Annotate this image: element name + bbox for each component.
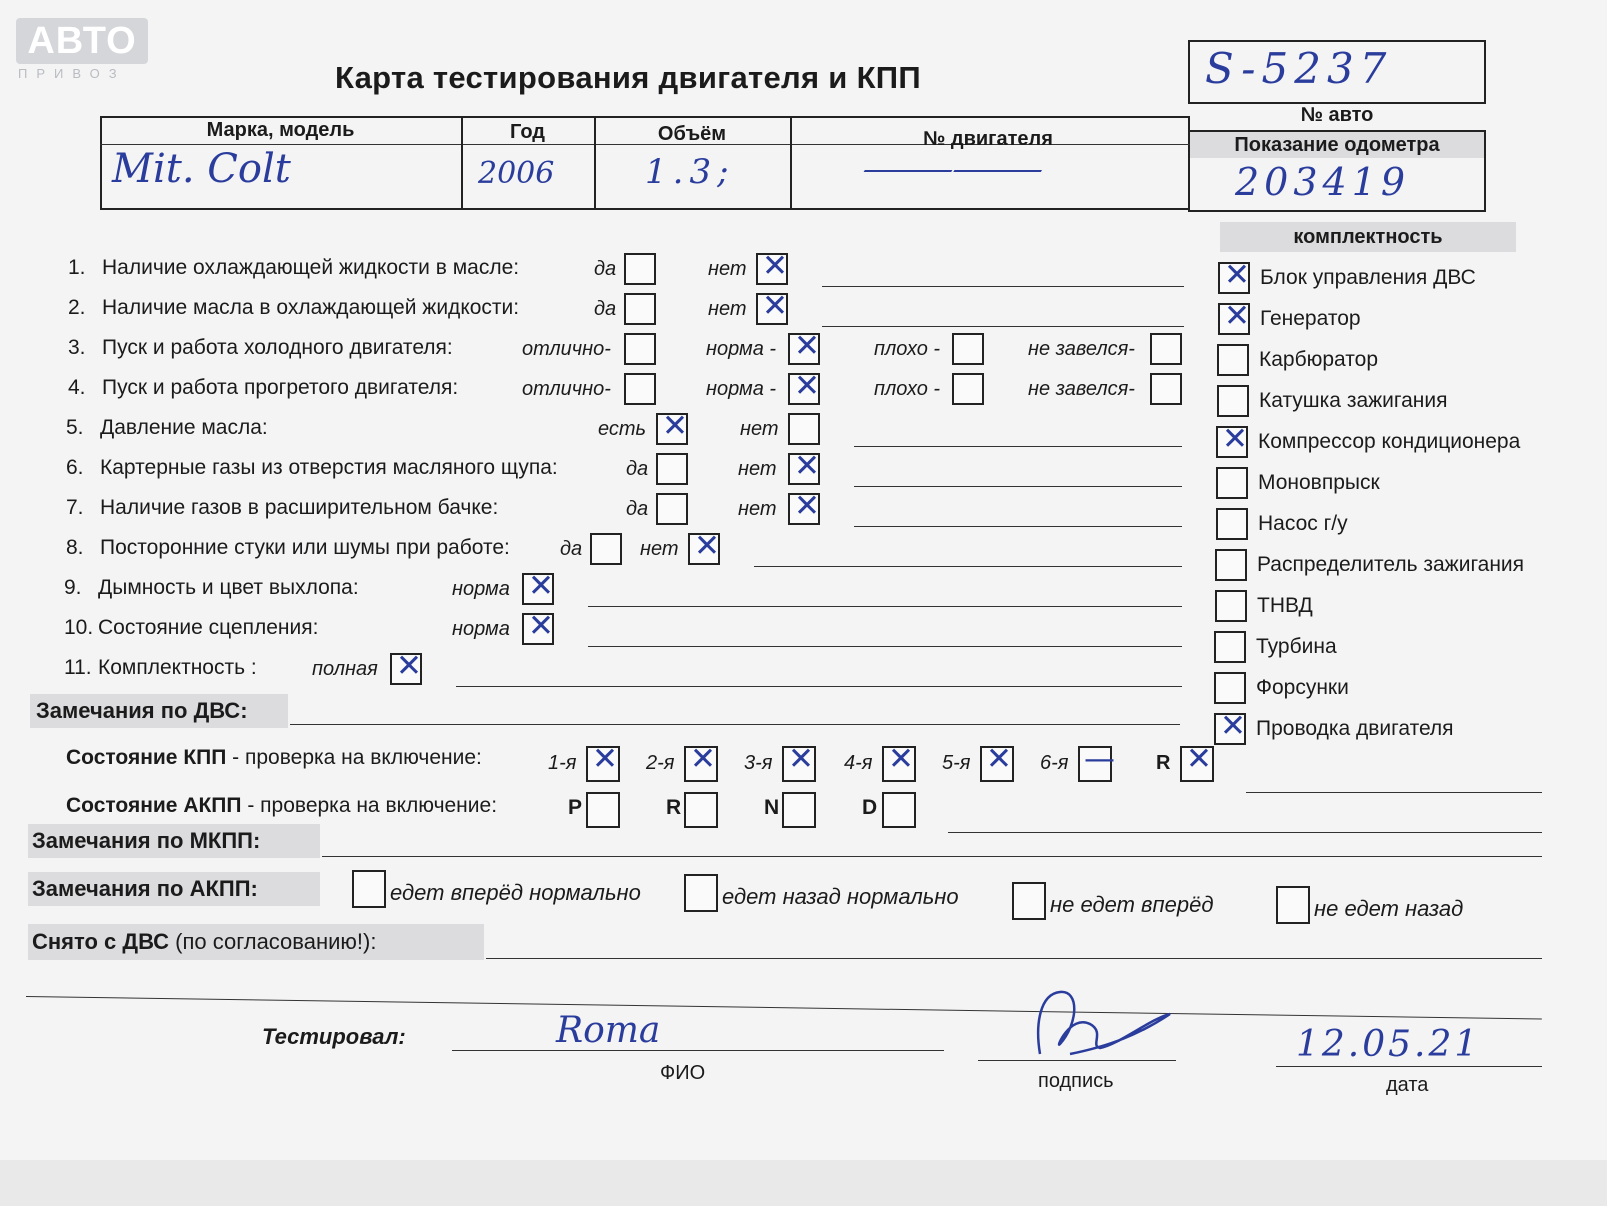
- volume-value: 1.3;: [645, 152, 735, 192]
- test-number: 7.: [66, 496, 84, 519]
- test-remark-line[interactable]: [456, 686, 1182, 687]
- test-remark-line[interactable]: [854, 526, 1182, 527]
- test-number: 8.: [66, 536, 84, 559]
- test-option-label: норма: [452, 578, 510, 600]
- test-remark-line[interactable]: [754, 566, 1182, 567]
- engine-remarks-label: Замечания по ДВС:: [30, 694, 288, 728]
- check-x-icon: ✕: [788, 741, 814, 777]
- test-number: 10.: [64, 616, 94, 639]
- test-number: 6.: [66, 456, 84, 479]
- test-option-checkbox[interactable]: [624, 333, 656, 365]
- akpp-position-label: N: [764, 796, 780, 819]
- brand-logo-subtitle: ПРИВОЗ: [18, 66, 126, 81]
- kit-item-checkbox[interactable]: [1217, 385, 1249, 417]
- check-x-icon: ✕: [888, 741, 914, 777]
- test-remark-line[interactable]: [588, 606, 1182, 607]
- akpp-remark-label: не едет вперёд: [1050, 892, 1214, 917]
- check-x-icon: ✕: [762, 288, 788, 324]
- test-label: Пуск и работа прогретого двигателя:: [102, 376, 459, 399]
- test-option-label: да: [560, 538, 583, 560]
- test-option-checkbox[interactable]: [656, 493, 688, 525]
- kit-item-checkbox[interactable]: [1215, 590, 1247, 622]
- test-option-checkbox[interactable]: [756, 248, 788, 285]
- akpp-remark-label: не едет назад: [1314, 896, 1464, 921]
- test-option-label: норма -: [706, 338, 777, 360]
- mkpp-remarks-line[interactable]: [322, 856, 1542, 857]
- test-option-checkbox[interactable]: [624, 373, 656, 405]
- check-x-icon: ✕: [794, 368, 820, 404]
- test-label: Комплектность :: [98, 656, 257, 679]
- test-remark-line[interactable]: [854, 446, 1182, 447]
- kpp-gear-checkbox[interactable]: [1180, 741, 1214, 782]
- tester-name-value: Roma: [556, 1010, 661, 1051]
- kit-item-label: Турбина: [1256, 635, 1337, 658]
- check-x-icon: ✕: [662, 408, 688, 444]
- kpp-gear-checkbox[interactable]: [586, 741, 620, 782]
- check-x-icon: ✕: [694, 528, 720, 564]
- kpp-gear-label: 6-я: [1040, 752, 1069, 774]
- kpp-gear-label: R: [1156, 752, 1171, 774]
- check-x-icon: ✕: [1220, 708, 1246, 744]
- kit-item-label: Распределитель зажигания: [1257, 553, 1525, 576]
- test-option-label: отлично-: [522, 338, 611, 360]
- test-option-checkbox[interactable]: [788, 488, 820, 525]
- odometer-label: Показание одометра: [1190, 132, 1484, 158]
- date-caption: дата: [1386, 1074, 1429, 1096]
- test-label: Наличие охлаждающей жидкости в масле:: [102, 256, 520, 279]
- akpp-remark-label: едет назад нормально: [722, 884, 959, 909]
- akpp-remark-checkbox[interactable]: [684, 874, 718, 912]
- test-option-checkbox[interactable]: [624, 253, 656, 285]
- signature-caption: подпись: [1038, 1070, 1114, 1092]
- test-option-label: да: [626, 458, 649, 480]
- kit-item-checkbox[interactable]: [1218, 257, 1250, 294]
- test-option-label: нет: [640, 538, 679, 560]
- page-title: Карта тестирования двигателя и КПП: [335, 60, 921, 95]
- check-x-icon: ✕: [762, 248, 788, 284]
- test-option-checkbox[interactable]: [952, 333, 984, 365]
- test-option-checkbox[interactable]: [1150, 373, 1182, 405]
- engine-remarks-line[interactable]: [290, 724, 1180, 725]
- check-x-icon: ✕: [794, 448, 820, 484]
- test-option-checkbox[interactable]: [688, 528, 720, 565]
- akpp-position-checkbox[interactable]: [782, 792, 816, 828]
- akpp-remarks-label: Замечания по АКПП:: [28, 872, 320, 906]
- test-option-label: нет: [708, 298, 747, 320]
- akpp-position-label: D: [862, 796, 878, 819]
- kpp-gear-label: 1-я: [548, 752, 577, 774]
- car-number-label: № авто: [1300, 104, 1374, 126]
- test-number: 4.: [68, 376, 86, 399]
- test-option-label: да: [594, 258, 617, 280]
- test-label: Картерные газы из отверстия масляного щупа:: [100, 456, 558, 479]
- test-number: 3.: [68, 336, 86, 359]
- test-label: Состояние сцепления:: [98, 616, 319, 639]
- test-number: 1.: [68, 256, 86, 279]
- name-caption: ФИО: [660, 1062, 706, 1084]
- year-label: Год: [510, 121, 545, 143]
- kpp-gear-label: 2-я: [646, 752, 675, 774]
- akpp-position-checkbox[interactable]: [586, 792, 620, 828]
- mkpp-remarks-label: Замечания по МКПП:: [28, 824, 320, 858]
- kpp-gear-label: 5-я: [942, 752, 971, 774]
- kit-title: комплектность: [1220, 222, 1516, 252]
- kpp-remarks-line[interactable]: [1246, 792, 1542, 793]
- tested-by-label: Тестировал:: [262, 1024, 406, 1049]
- test-option-label: не завелся-: [1028, 378, 1135, 400]
- check-x-icon: ✕: [794, 328, 820, 364]
- date-line[interactable]: [1276, 1066, 1542, 1067]
- test-label: Давление масла:: [100, 416, 268, 439]
- test-option-label: не завелся-: [1028, 338, 1135, 360]
- removed-parts-line[interactable]: [486, 958, 1542, 959]
- akpp-remark-checkbox[interactable]: [1012, 882, 1046, 920]
- test-label: Пуск и работа холодного двигателя:: [102, 336, 453, 359]
- test-option-checkbox[interactable]: [1150, 333, 1182, 365]
- signature-line[interactable]: [978, 1060, 1176, 1061]
- test-option-label: отлично-: [522, 378, 611, 400]
- kit-item-checkbox[interactable]: [1214, 672, 1246, 704]
- kpp-gear-checkbox[interactable]: [782, 741, 816, 782]
- test-option-checkbox[interactable]: [788, 368, 820, 405]
- kit-item-checkbox[interactable]: [1214, 631, 1246, 663]
- test-label: Наличие масла в охлаждающей жидкости:: [102, 296, 520, 319]
- kit-item-label: Генератор: [1260, 307, 1361, 330]
- engine-number-value: ——: [860, 152, 1040, 187]
- test-option-checkbox[interactable]: [522, 568, 554, 605]
- test-remark-line[interactable]: [854, 486, 1182, 487]
- brand-logo: АВТО: [16, 18, 148, 64]
- test-option-checkbox[interactable]: [390, 648, 422, 685]
- test-option-checkbox[interactable]: [788, 413, 820, 445]
- test-option-label: нет: [708, 258, 747, 280]
- test-number: 11.: [64, 656, 92, 679]
- test-label: Дымность и цвет выхлопа:: [98, 576, 359, 599]
- akpp-position-label: P: [568, 796, 583, 819]
- test-option-label: да: [626, 498, 649, 520]
- test-number: 9.: [64, 576, 82, 599]
- removed-parts-label: Снято с ДВС (по согласованию!):: [28, 924, 484, 960]
- test-remark-line[interactable]: [588, 646, 1182, 647]
- akpp-position-checkbox[interactable]: [684, 792, 718, 828]
- check-x-icon: ✕: [1186, 741, 1212, 777]
- tester-name-line[interactable]: [452, 1050, 944, 1051]
- kit-item-checkbox[interactable]: [1216, 421, 1248, 458]
- check-x-icon: ✕: [794, 488, 820, 524]
- kit-item-checkbox[interactable]: [1214, 708, 1246, 745]
- akpp-remark-label: едет вперёд нормально: [390, 880, 641, 905]
- test-option-checkbox[interactable]: [788, 448, 820, 485]
- test-option-checkbox[interactable]: [788, 328, 820, 365]
- kit-item-label: Проводка двигателя: [1256, 717, 1454, 740]
- test-option-checkbox[interactable]: [522, 608, 554, 645]
- test-number: 5.: [66, 416, 84, 439]
- test-option-label: нет: [738, 498, 777, 520]
- odometer-value: 203419: [1235, 160, 1411, 204]
- test-option-checkbox[interactable]: [952, 373, 984, 405]
- test-option-label: плохо -: [874, 338, 941, 360]
- brand-model-label: Марка, модель: [206, 119, 355, 141]
- test-option-checkbox[interactable]: [624, 293, 656, 325]
- akpp-position-checkbox[interactable]: [882, 792, 916, 828]
- test-option-label: есть: [598, 418, 647, 440]
- test-label: Наличие газов в расширительном бачке:: [100, 496, 499, 519]
- date-value: 12.05.21: [1296, 1024, 1481, 1065]
- check-x-icon: ✕: [1224, 298, 1250, 334]
- kpp-gear-checkbox[interactable]: [1078, 741, 1115, 782]
- check-x-icon: ✕: [396, 648, 422, 684]
- kit-item-label: Насос г/у: [1258, 512, 1348, 535]
- akpp-position-label: R: [666, 796, 682, 819]
- test-option-checkbox[interactable]: [590, 533, 622, 565]
- test-number: 2.: [68, 296, 86, 319]
- kit-item-label: Блок управления ДВС: [1260, 266, 1476, 289]
- test-option-label: нет: [740, 418, 779, 440]
- test-option-label: да: [594, 298, 617, 320]
- test-option-label: норма: [452, 618, 510, 640]
- kpp-gear-label: 4-я: [844, 752, 873, 774]
- test-option-label: норма -: [706, 378, 777, 400]
- check-x-icon: ✕: [1222, 421, 1248, 457]
- kit-item-checkbox[interactable]: [1216, 467, 1248, 499]
- test-remark-line[interactable]: [822, 326, 1184, 327]
- test-option-label: полная: [312, 658, 378, 680]
- car-number-value: S-5237: [1205, 44, 1393, 93]
- engine-number-label: № двигателя: [923, 128, 1053, 150]
- akpp-remark-checkbox[interactable]: [352, 870, 386, 908]
- kit-item-checkbox[interactable]: [1215, 549, 1247, 581]
- akpp-label: Состояние АКПП - проверка на включение:: [66, 794, 498, 817]
- kpp-gear-checkbox[interactable]: [980, 741, 1014, 782]
- kit-item-label: Карбюратор: [1259, 348, 1379, 371]
- brand-model-value: Mit. Colt: [112, 146, 291, 192]
- kit-item-label: ТНВД: [1257, 594, 1313, 617]
- kit-item-checkbox[interactable]: [1218, 298, 1250, 335]
- test-remark-line[interactable]: [822, 286, 1184, 287]
- check-x-icon: ✕: [1224, 257, 1250, 293]
- check-x-icon: ✕: [690, 741, 716, 777]
- akpp-remarks-line[interactable]: [948, 832, 1542, 833]
- check-x-icon: ✕: [986, 741, 1012, 777]
- check-x-icon: ✕: [592, 741, 618, 777]
- check-x-icon: ✕: [528, 568, 554, 604]
- test-option-checkbox[interactable]: [756, 288, 788, 325]
- kit-item-label: Катушка зажигания: [1259, 389, 1448, 412]
- kit-item-label: Форсунки: [1256, 676, 1349, 699]
- volume-label: Объём: [657, 123, 727, 145]
- test-option-checkbox[interactable]: [656, 453, 688, 485]
- dash-icon: —: [1084, 741, 1115, 777]
- kpp-label: Состояние КПП - проверка на включение:: [66, 746, 482, 769]
- kit-item-label: Компрессор кондиционера: [1258, 430, 1521, 453]
- kit-item-checkbox[interactable]: [1216, 508, 1248, 540]
- kit-item-checkbox[interactable]: [1217, 344, 1249, 376]
- kit-item-label: Моновпрыск: [1258, 471, 1380, 494]
- kpp-gear-label: 3-я: [744, 752, 773, 774]
- kpp-gear-checkbox[interactable]: [684, 741, 718, 782]
- check-x-icon: ✕: [528, 608, 554, 644]
- test-option-label: плохо -: [874, 378, 941, 400]
- akpp-remark-checkbox[interactable]: [1276, 886, 1310, 924]
- test-option-checkbox[interactable]: [656, 408, 688, 445]
- test-option-label: нет: [738, 458, 777, 480]
- kpp-gear-checkbox[interactable]: [882, 741, 916, 782]
- year-value: 2006: [478, 156, 555, 191]
- test-label: Посторонние стуки или шумы при работе:: [100, 536, 510, 559]
